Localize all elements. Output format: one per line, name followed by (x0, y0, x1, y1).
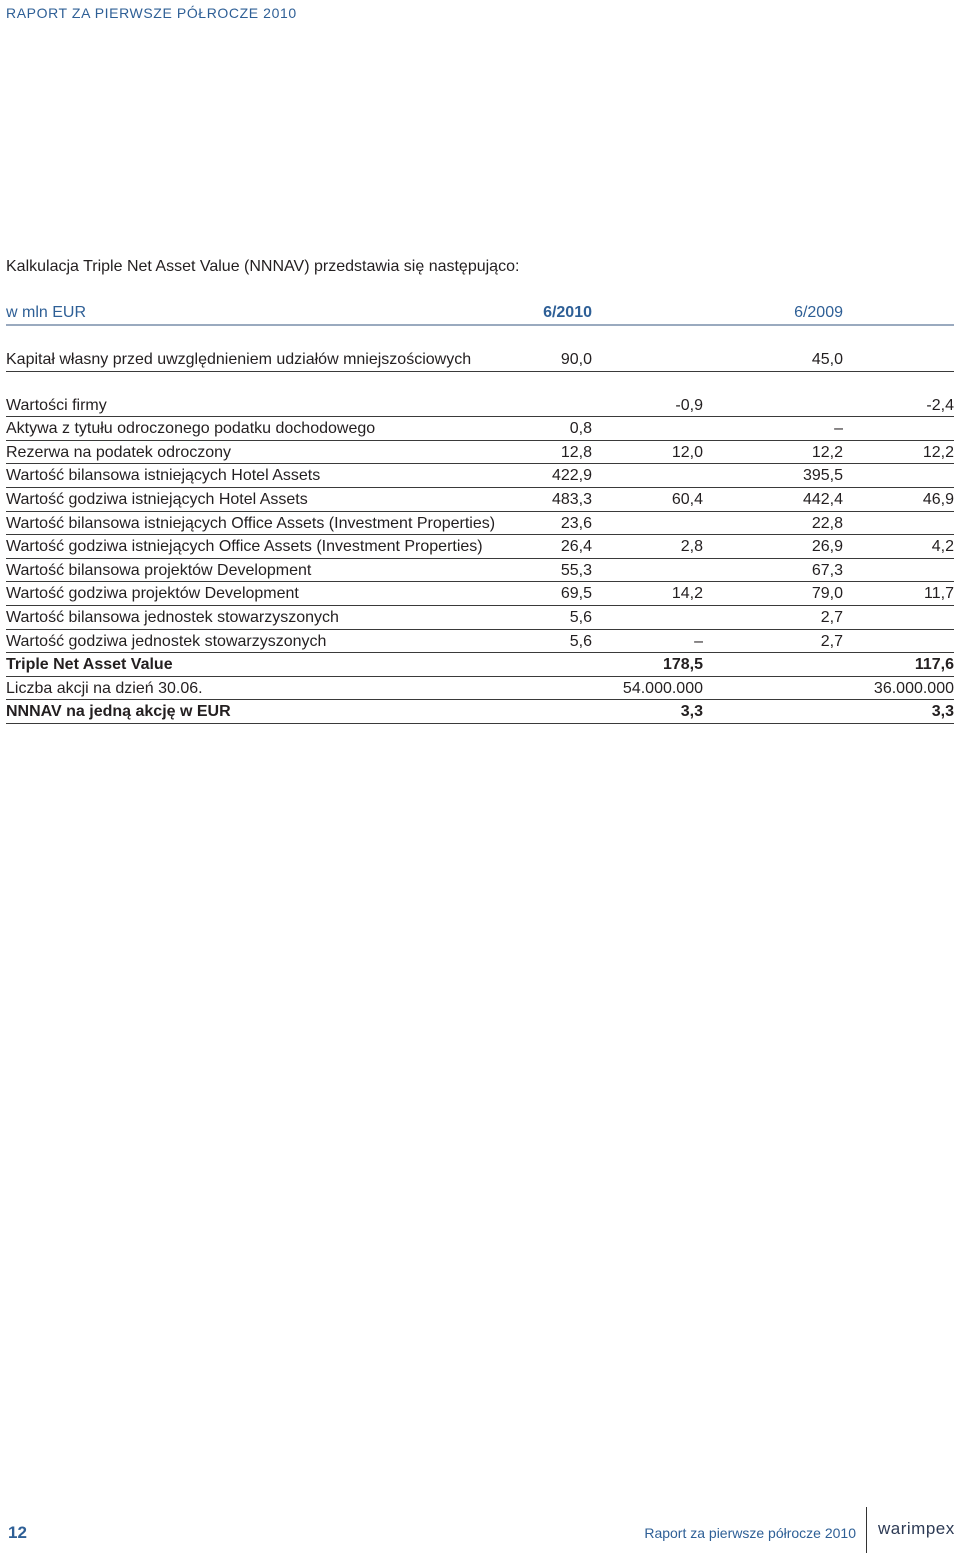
cell-c1: 5,6 (569, 608, 592, 626)
table-row (6, 653, 954, 677)
cell-c4: 4,2 (931, 538, 954, 556)
table-row (6, 488, 954, 512)
cell-c4: 117,6 (914, 656, 954, 674)
table-body (6, 394, 954, 724)
footer-divider (866, 1507, 867, 1553)
cell-c3: 67,3 (811, 561, 843, 579)
row-label: Aktywa z tytułu odroczonego podatku dochodowego (6, 420, 376, 438)
row-label: Wartość godziwa projektów Development (6, 585, 299, 603)
cell-c2: – (694, 632, 703, 650)
equity-row (6, 348, 954, 372)
cell-c1: 90,0 (560, 351, 592, 368)
cell-c3: – (834, 420, 843, 438)
row-label: Wartości firmy (6, 396, 107, 414)
row-label: Liczba akcji na dzień 30.06. (6, 679, 203, 697)
table-row (6, 512, 954, 536)
cell-c3: 45,0 (811, 351, 843, 368)
row-label: Kapitał własny przed uwzględnieniem udziałów mniejszościowych (6, 351, 472, 368)
row-label: Wartość godziwa istniejących Hotel Assets (6, 490, 308, 508)
cell-c3: 2,7 (820, 608, 843, 626)
row-label: Triple Net Asset Value (6, 656, 173, 674)
row-label: NNNAV na jedną akcję w EUR (6, 703, 231, 721)
nnnav-table (6, 301, 954, 724)
table-row (6, 700, 954, 724)
cell-c1: 5,6 (569, 632, 592, 650)
row-label: Wartość bilansowa istniejących Office Assets (Investment Properties) (6, 514, 496, 532)
row-label: Wartość godziwa istniejących Office Assets (Investment Properties) (6, 538, 483, 556)
intro-text: Kalkulacja Triple Net Asset Value (NNNAV) przedstawia się następująco: (6, 258, 520, 275)
cell-c1: 422,9 (551, 467, 592, 485)
cell-c4: -2,4 (926, 396, 954, 414)
cell-c2: 12,0 (671, 443, 703, 461)
row-label: Rezerwa na podatek odroczony (6, 443, 232, 461)
table-row (6, 441, 954, 465)
table-row (6, 394, 954, 418)
cell-c1: 12,8 (560, 443, 592, 461)
cell-c1: 55,3 (560, 561, 592, 579)
warimpex-logo: warimpex (878, 1519, 955, 1538)
cell-c1: 0,8 (569, 420, 592, 438)
cell-c4: 3,3 (931, 703, 954, 721)
cell-c2: -0,9 (675, 396, 703, 414)
cell-c4: 11,7 (924, 585, 954, 603)
table-row (6, 582, 954, 606)
table-row (6, 606, 954, 630)
table-row (6, 464, 954, 488)
table-row (6, 535, 954, 559)
cell-c1: 69,5 (560, 585, 592, 603)
cell-c2: 54.000.000 (622, 679, 703, 697)
cell-c4: 36.000.000 (873, 679, 954, 697)
cell-c1: 26,4 (560, 538, 592, 556)
header-label: w mln EUR (6, 304, 87, 321)
cell-c2: 14,2 (671, 585, 703, 603)
cell-c1: 483,3 (551, 490, 592, 508)
running-header: RAPORT ZA PIERWSZE PÓŁROCZE 2010 (6, 5, 297, 21)
cell-c3: 395,5 (802, 467, 843, 485)
table-row (6, 677, 954, 701)
cell-c2: 178,5 (662, 656, 703, 674)
cell-c4: 46,9 (922, 490, 954, 508)
cell-c1: 23,6 (560, 514, 592, 532)
row-label: Wartość bilansowa istniejących Hotel Assets (6, 467, 321, 485)
footer-title: Raport za pierwsze półrocze 2010 (644, 1525, 856, 1541)
cell-c4: 12,2 (922, 443, 954, 461)
page-footer (0, 1507, 960, 1557)
cell-c2: 2,8 (680, 538, 703, 556)
cell-c2: 3,3 (680, 703, 703, 721)
table-row (6, 417, 954, 441)
table-spacer (6, 326, 954, 348)
row-label: Wartość bilansowa projektów Development (6, 561, 312, 579)
table-row (6, 630, 954, 654)
page-number: 12 (8, 1523, 27, 1542)
table-row (6, 559, 954, 583)
table-spacer (6, 372, 954, 394)
cell-c3: 22,8 (811, 514, 843, 532)
cell-c3: 26,9 (811, 538, 843, 556)
cell-c3: 12,2 (811, 443, 843, 461)
cell-c3: 442,4 (802, 490, 843, 508)
header-col-6-2009: 6/2009 (794, 304, 843, 321)
row-label: Wartość bilansowa jednostek stowarzyszonych (6, 608, 339, 626)
cell-c3: 79,0 (811, 585, 843, 603)
table-header-row (6, 301, 954, 326)
cell-c3: 2,7 (820, 632, 843, 650)
header-col-6-2010: 6/2010 (543, 304, 592, 321)
cell-c2: 60,4 (671, 490, 703, 508)
row-label: Wartość godziwa jednostek stowarzyszonych (6, 632, 327, 650)
